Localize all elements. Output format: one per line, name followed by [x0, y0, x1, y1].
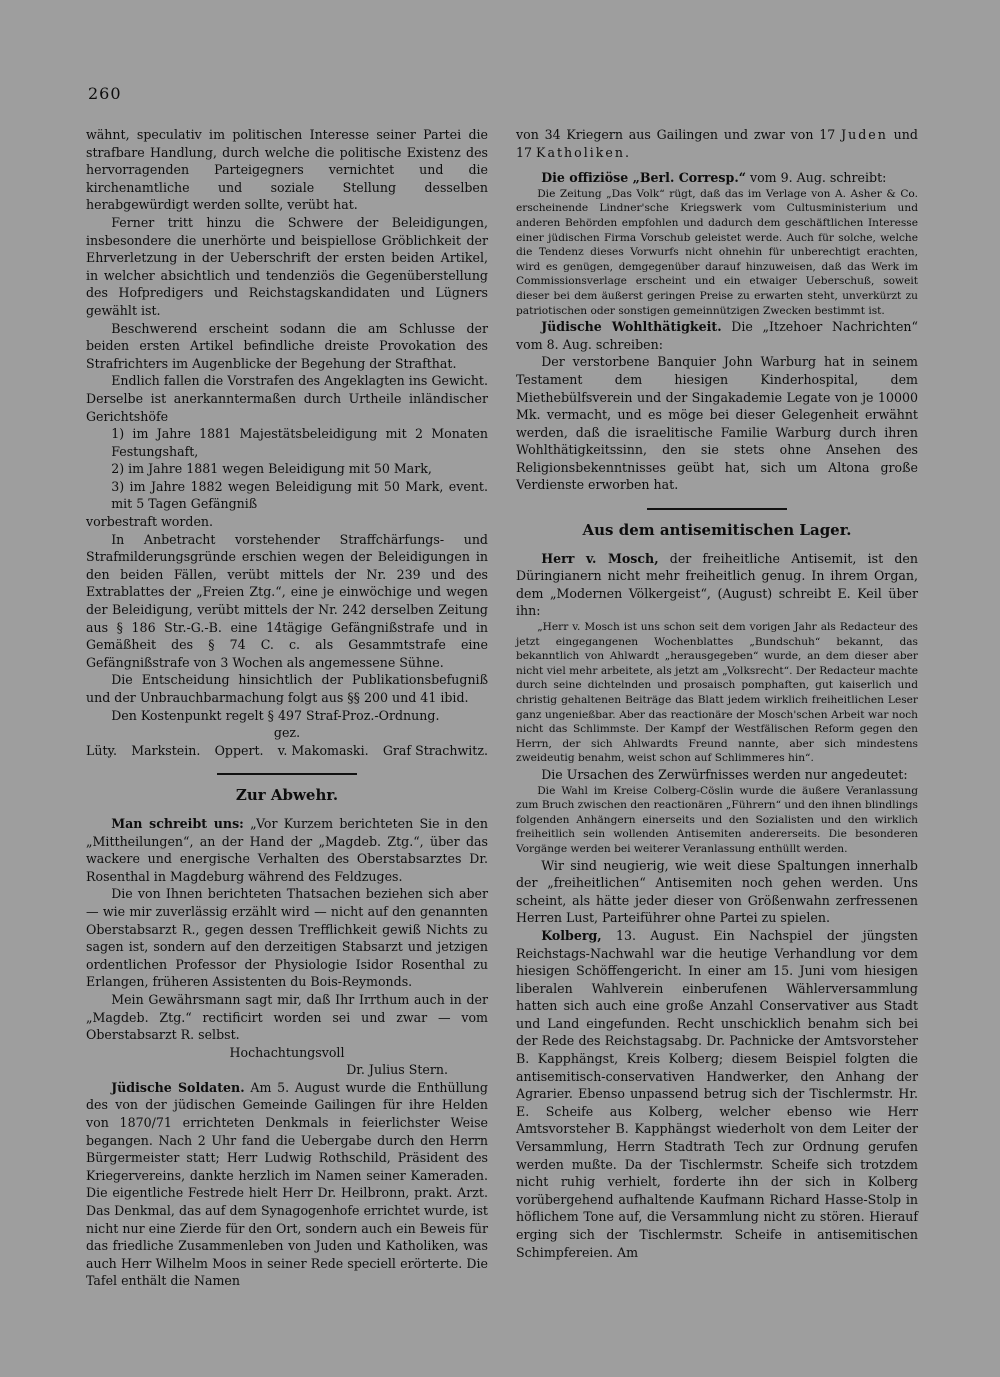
paragraph — [86, 815, 488, 885]
run-in-heading: Jüdische Soldaten. — [111, 1079, 245, 1095]
signature: Dr. Julius Stern. — [346, 1062, 448, 1078]
list-item: 3) im Jahre 1882 wegen Beleidigung mit 50 Mark, event. mit 5 Tagen Gefängniß — [111, 478, 488, 512]
run-in-heading: Man schreibt uns: — [111, 815, 244, 831]
paragraph: Beschwerend erscheint sodann die am Schlusse der beiden ersten Artikel befindliche dreiste Provokation des Strafrichters im Augenblicke der Begehung der Strafthat. — [86, 320, 488, 371]
signer: Graf Strachwitz. — [382, 742, 488, 758]
page-number: 260 — [88, 84, 122, 103]
signer: Lüty. — [86, 742, 117, 758]
paragraph — [516, 550, 918, 620]
paragraph: Die Ursachen des Zerwürfnisses werden nur angedeutet: — [541, 766, 908, 782]
paragraph: vorbestraft worden. — [86, 514, 214, 530]
left-column — [86, 126, 488, 1290]
paragraph: Der verstorbene Banquier John Warburg hat in seinem Testament dem hiesigen Kinderhospital, dem Miethebülfsverein und der Singakademie Legate von je 10000 Mk. vermacht, und es möge bei dieser Gelegenheit erwähnt werden, daß die israelitische Familie Warburg durch ihren Wohlthätigkeitssinn, den sie stets ohne Ansehen des Religionsbekenntnisses geübt hat, sich um Altona große Verdienste erworben hat. — [516, 354, 918, 493]
list-item: 2) im Jahre 1881 wegen Beleidigung mit 50 Mark, — [111, 461, 432, 477]
quoted-paragraph: Die Wahl im Kreise Colberg-Cöslin wurde die äußere Veranlassung zum Bruch zwischen den reactionären „Führern“ und den ihnen blindlings folgenden Anhängern einerseits und den Sozialisten und den wirklich freiheitlich sein wollenden Antisemiten andererseits. Die besonderen Vorgänge werden bei weiterer Veranlassung enthüllt werden. — [516, 784, 918, 855]
paragraph: In Anbetracht vorstehender Straffchärfungs- und Strafmilderungsgründe erschien wegen der Beleidigungen in den beiden Fällen, verübt mittels der Nr. 239 und des Extrablattes der „Freien Ztg.“, eine je einwöchige und wegen der Beleidigung, verübt mittels der Nr. 242 derselben Zeitung aus § 186 Str.-G.-B. eine 14tägige Gefängnißstrafe und in Gemäßheit des § 74 C. c. als Gesammtstrafe eine Gefängnißstrafe von 3 Wochen als angemessene Sühne. — [86, 531, 488, 670]
section-divider — [647, 508, 787, 510]
paragraph-text: Am 5. August wurde die Enthüllung des von der jüdischen Gemeinde Gailingen für ihre Helden von 1870/71 errichteten Denkmals in feierlichster Weise begangen. Nach 2 Uhr fand die Uebergabe durch den Herrn Bürgermeister statt; Herr Ludwig Rothschild, Präsident des Kriegervereins, dankte herzlich im Namen seiner Kameraden. Die eigentliche Festrede hielt Herr Dr. Heilbronn, prakt. Arzt. Das Denkmal, das auf dem Synagogenhofe errichtet wurde, ist nicht nur eine Zierde für den Ort, sondern auch ein Beweis für das friedliche Zusammenleben von Juden und Katholiken, was auch Herr Wilhelm Moos in seiner Rede speciell erörterte. Die Tafel enthält die Namen — [86, 1079, 488, 1289]
run-in-heading: Herr v. Mosch, — [541, 550, 659, 566]
signer: v. Makomaski. — [277, 742, 369, 758]
quoted-paragraph: „Herr v. Mosch ist uns schon seit dem vorigen Jahr als Redacteur des jetzt eingegangenen Wochenblattes „Bundschuh“ bekannt, das bekanntlich von Ahlwardt „herausgegeben“ wurde, an dem dieser aber nicht viel mehr arbeitete, als jetzt am „Volksrecht“. Der Redacteur machte durch seine dichtelnden und prosaisch pomphaften, gut kaiserlich und christig gehaltenen Beiträge das Blatt jedem wirklich freiheitlichen Leser ganz ungenießbar. Aber das reactionäre der Mosch'schen Arbeit war noch nicht das Schlimmste. Der Kampf der Westfälischen Reform gegen den Herrn, der sich Ahlwardts Freund nannte, aber sich mindestens zweideutig benahm, weist schon auf Schlimmeres hin“. — [516, 621, 918, 765]
section-divider — [217, 773, 357, 775]
text-run: Juden — [841, 127, 888, 142]
run-in-heading: Kolberg, — [541, 927, 602, 943]
paragraph: Endlich fallen die Vorstrafen des Angeklagten ins Gewicht. Derselbe ist anerkanntermaßen durch Urtheile inländischer Gerichtshöfe — [86, 373, 488, 424]
paragraph: Den Kostenpunkt regelt § 497 Straf-Proz.-Ordnung. — [111, 707, 440, 723]
section-heading: Aus dem antisemitischen Lager. — [582, 521, 852, 540]
run-in-heading: Die offiziöse „Berl. Corresp.“ — [541, 170, 746, 186]
text-run: und 17 — [516, 127, 918, 160]
text-run: Katholiken. — [536, 144, 631, 160]
right-column — [516, 126, 918, 1261]
prior-convictions-list — [86, 425, 488, 513]
closing: Hochachtungsvoll — [229, 1044, 345, 1060]
paragraph-text: vom 9. Aug. schreibt: — [749, 170, 887, 186]
paragraph — [516, 169, 918, 187]
paragraph: Die von Ihnen berichteten Thatsachen beziehen sich aber — wie mir zuverlässig erzählt wird — nicht auf den genannten Oberstabsarzt R., gegen dessen Trefflichkeit gewiß Nichts zu sagen ist, sondern auf den derzeitigen Stabsarzt und jetzigen ordentlichen Professor der Physiologie Isidor Rosenthal zu Erlangen, früheren Assistenten du Bois-Reymonds. — [86, 886, 488, 990]
list-item: 1) im Jahre 1881 Majestätsbeleidigung mit 2 Monaten Festungshaft, — [111, 426, 488, 459]
paragraph — [516, 126, 918, 161]
paragraph — [86, 1079, 488, 1290]
signer: Markstein. — [131, 742, 201, 758]
paragraph: Die Entscheidung hinsichtlich der Publikationsbefugniß und der Unbrauchbarmachung folgt aus §§ 200 und 41 ibid. — [86, 672, 488, 705]
paragraph: Wir sind neugierig, wie weit diese Spaltungen innerhalb der „freiheitlichen“ Antisemiten noch gehen werden. Uns scheint, als hätte jeder dieser von Größenwahn zerfressenen Herren Lust, Parteiführer ohne Partei zu spielen. — [516, 857, 918, 926]
signed-mark: gez. — [273, 725, 301, 741]
paragraph-text: Die „Itzehoer Nachrichten“ vom 8. Aug. schreiben: — [516, 319, 918, 352]
text-run: von 34 Kriegern aus Gailingen und zwar von 17 — [516, 127, 836, 142]
paragraph: Mein Gewährsmann sagt mir, daß Ihr Irrthum auch in der „Magdeb. Ztg.“ rectificirt worden sei und zwar — vom Oberstabsarzt R. selbst. — [86, 991, 488, 1043]
paragraph: wähnt, speculativ im politischen Interesse seiner Partei die strafbare Handlung, durch welche die politische Existenz des hervorragenden Parteigegners vernichtet und die kirchenamtliche und soziale Stellung desselben herabgewürdigt werden sollte, verübt hat. — [86, 127, 488, 213]
paragraph-text: 13. August. Ein Nachspiel der jüngsten Reichstags-Nachwahl war die heutige Verhandlung vor dem hiesigen Schöffengericht. In einer am 15. Juni vom hiesigen liberalen Wahlverein einberufenen Wählerversammlung hatten sich auch eine große Anzahl Conservativer aus Stadt und Land eingefunden. Recht unschicklich benahm sich bei der Rede des Reichstagsabg. Dr. Pachnicke der Amtsvorsteher B. Kapphängst, Kreis Kolberg; diesem Beispiel folgten die antisemitisch-conservativen Handwerker, den Anhang der Agrarier. Ebenso unpassend betrug sich der Tischlermstr. Hr. E. Scheife aus Kolberg, welcher ebenso wie Herr Amtsvorsteher B. Kapphängst wiederholt von dem Leiter der Versammlung, Herrn Stadtrath Tech zur Ordnung gerufen werden mußte. Da der Tischlermstr. Scheife sich trotzdem nicht ruhig verhielt, forderte ihn der sich in Kolberg vorübergehend aufhaltende Kaufmann Richard Hasse-Stolp in höflichem Tone auf, die Versammlung nicht zu stören. Hierauf erging sich der Tischlermstr. Scheife in antisemitischen Schimpfereien. Am — [516, 927, 918, 1260]
paragraph — [516, 318, 918, 353]
paragraph — [516, 927, 918, 1261]
quoted-paragraph: Die Zeitung „Das Volk“ rügt, daß das im Verlage von A. Asher & Co. erscheinende Lindner'sche Kriegswerk vom Cultusministerium und anderen Behörden empfohlen und dadurch dem geschäftlichen Interesse einer jüdischen Firma Vorschub geleistet werde. Auch für solche, welche die Tendenz dieses Vorwurfs nicht ohnehin für unberechtigt erachten, wird es genügen, demgegenüber darauf hinzuweisen, daß das Werk im Commissionsverlage erscheint und ein etwaiger Ueberschuß, soweit dieser bei dem äußerst geringen Preise zu erwarten steht, unverkürzt zu patriotischen oder sonstigen gemeinnützigen Zwecken bestimmt ist. — [516, 187, 918, 317]
signers-line — [86, 742, 488, 760]
section-heading: Zur Abwehr. — [235, 786, 339, 805]
paragraph-text: der freiheitliche Antisemit, ist den Düringianern nicht mehr freiheitlich genug. In ihrem Organ, dem „Modernen Völkergeist“, (August) schreibt E. Keil über ihn: — [516, 550, 918, 619]
paragraph: Ferner tritt hinzu die Schwere der Beleidigungen, insbesondere die unerhörte und beispiellose Gröblichkeit der Ehrverletzung in der Ueberschrift der ersten beiden Artikel, in welcher absichtlich und tendenziös die Gegenüberstellung des Hofpredigers und Reichstagskandidaten und Lügners gewählt ist. — [86, 214, 488, 318]
paragraph-text: „Vor Kurzem berichteten Sie in den „Mittheilungen“, an der Hand der „Magdeb. Ztg.“, über das wackere und energische Verhalten des Oberstabsarztes Dr. Rosenthal in Magdeburg während des Feldzuges. — [86, 815, 488, 884]
signer: Oppert. — [214, 742, 264, 758]
run-in-heading: Jüdische Wohlthätigkeit. — [541, 319, 722, 335]
